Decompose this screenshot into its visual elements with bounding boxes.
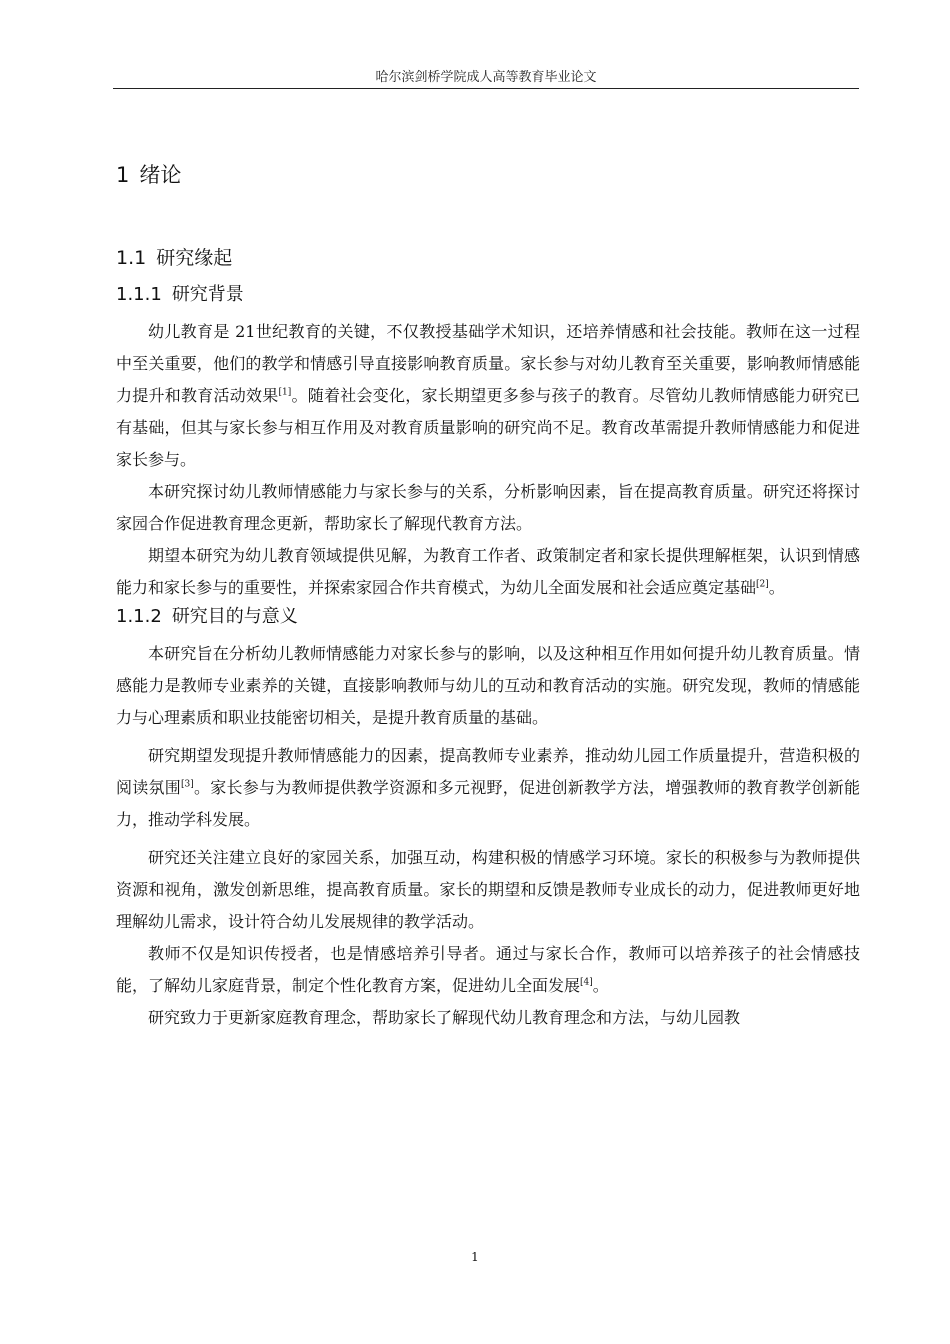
paragraph <box>116 938 860 1002</box>
subsection-title: 研究背景 <box>171 284 244 305</box>
paragraph <box>116 1002 860 1034</box>
citation-marker: [3] <box>181 779 194 790</box>
background-paragraphs <box>116 316 860 604</box>
section-number: 1.1 <box>116 247 147 269</box>
page-header: 哈尔滨剑桥学院成人高等教育毕业论文 <box>375 70 597 85</box>
citation-marker: [1] <box>278 387 292 398</box>
citation-marker: [4] <box>580 977 593 988</box>
paragraph-text: 教师不仅是知识传授者，也是情感培养引导者。通过与家长合作，教师可以培养孩子的社会情感技能，了解幼儿家庭背景，制定个性化教育方案，促进幼儿全面发展 <box>116 944 860 995</box>
document-body <box>116 160 860 1034</box>
chapter-title: 绪论 <box>139 163 182 187</box>
paragraph-text: 本研究探讨幼儿教师情感能力与家长参与的关系，分析影响因素，旨在提高教育质量。研究还将探讨家园合作促进教育理念更新，帮助家长了解现代教育方法。 <box>116 482 860 533</box>
paragraph-text: 。随着社会变化，家长期望更多参与孩子的教育。尽管幼儿教师情感能力研究已有基础，但其与家长参与相互作用及对教育质量影响的研究尚不足。教育改革需提升教师情感能力和促进家长参与。 <box>116 386 860 469</box>
paragraph <box>116 540 860 604</box>
chapter-number: 1 <box>116 163 130 187</box>
chapter-heading <box>116 160 860 196</box>
paragraph-text: 幼儿教育是 21世纪教育的关键，不仅教授基础学术知识，还培养情感和社会技能。教师在这一过程中至关重要，他们的教学和情感引导直接影响教育质量。家长参与对幼儿教育至关重要，影响教师情感能力提升和教育活动效果 <box>116 322 860 405</box>
paragraph-text: 期望本研究为幼儿教育领域提供见解，为教育工作者、政策制定者和家长提供理解框架，认识到情感能力和家长参与的重要性，并探索家园合作共育模式，为幼儿全面发展和社会适应奠定基础 <box>116 546 860 597</box>
paragraph-text: 研究期望发现提升教师情感能力的因素，提高教师专业素养，推动幼儿园工作质量提升，营造积极的阅读氛围 <box>116 746 860 797</box>
paragraph-text: 研究致力于更新家庭教育理念，帮助家长了解现代幼儿教育理念和方法，与幼儿园教 <box>148 1008 741 1027</box>
paragraph <box>116 476 860 540</box>
section-heading <box>116 244 860 272</box>
purpose-paragraphs <box>116 638 860 1034</box>
paragraph <box>116 316 860 476</box>
paragraph-text: 。家长参与为教师提供教学资源和多元视野，促进创新教学方法，增强教师的教育教学创新能力，推动学科发展。 <box>116 778 860 829</box>
page-number: 1 <box>471 1250 479 1264</box>
paragraph-text: 研究还关注建立良好的家园关系，加强互动，构建积极的情感学习环境。家长的积极参与为教师提供资源和视角，激发创新思维，提高教育质量。家长的期望和反馈是教师专业成长的动力，促进教师更好地理解幼儿需求，设计符合幼儿发展规律的教学活动。 <box>116 848 860 931</box>
paragraph-text: 。 <box>592 976 609 995</box>
paragraph-text: 本研究旨在分析幼儿教师情感能力对家长参与的影响，以及这种相互作用如何提升幼儿教育质量。情感能力是教师专业素养的关键，直接影响教师与幼儿的互动和教育活动的实施。研究发现，教师的情感能力与心理素质和职业技能密切相关，是提升教育质量的基础。 <box>116 644 860 727</box>
subsection-number: 1.1.2 <box>116 606 162 627</box>
subsection-title: 研究目的与意义 <box>171 606 298 627</box>
citation-marker: [2] <box>756 579 769 590</box>
paragraph <box>116 740 860 836</box>
paragraph <box>116 638 860 734</box>
paragraph-text: 。 <box>768 578 785 597</box>
paragraph <box>116 842 860 938</box>
subsection-heading-purpose <box>116 604 860 630</box>
subsection-heading-background <box>116 282 860 308</box>
section-title: 研究缘起 <box>156 247 233 269</box>
header-rule <box>113 88 859 89</box>
subsection-number: 1.1.1 <box>116 284 162 305</box>
